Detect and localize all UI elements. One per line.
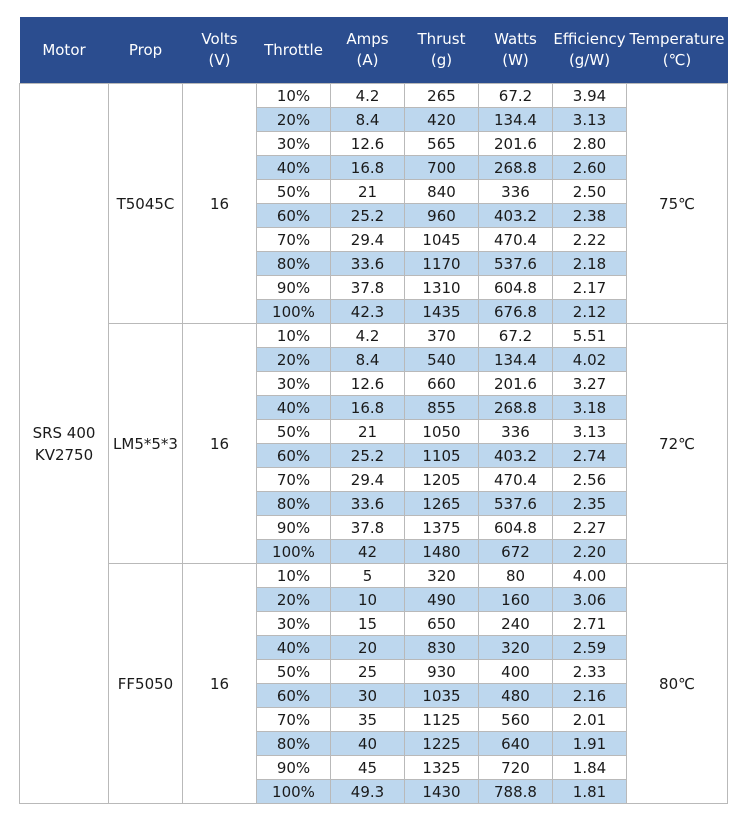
efficiency-cell: 1.91 [553,732,627,756]
efficiency-cell: 3.13 [553,108,627,132]
watts-cell: 134.4 [479,108,553,132]
amps-cell: 30 [331,684,405,708]
thrust-cell: 930 [405,660,479,684]
table-row [20,564,728,588]
amps-cell: 12.6 [331,132,405,156]
thrust-cell: 1035 [405,684,479,708]
efficiency-cell: 2.12 [553,300,627,324]
watts-cell: 537.6 [479,492,553,516]
throttle-cell: 80% [257,492,331,516]
efficiency-cell: 2.56 [553,468,627,492]
efficiency-cell: 2.60 [553,156,627,180]
throttle-cell: 30% [257,612,331,636]
thrust-cell: 1435 [405,300,479,324]
amps-cell: 37.8 [331,516,405,540]
header-volts [183,17,257,84]
amps-cell: 40 [331,732,405,756]
amps-cell: 25.2 [331,204,405,228]
efficiency-cell: 2.33 [553,660,627,684]
watts-cell: 134.4 [479,348,553,372]
efficiency-cell: 2.38 [553,204,627,228]
thrust-cell: 420 [405,108,479,132]
throttle-cell: 70% [257,228,331,252]
throttle-cell: 70% [257,468,331,492]
header-unit: (g) [430,51,453,69]
prop-cell: LM5*5*3 [109,324,183,564]
motor-cell [20,84,109,804]
throttle-cell: 10% [257,84,331,108]
watts-cell: 560 [479,708,553,732]
watts-cell: 480 [479,684,553,708]
thrust-cell: 1205 [405,468,479,492]
watts-cell: 720 [479,756,553,780]
watts-cell: 537.6 [479,252,553,276]
efficiency-cell: 2.22 [553,228,627,252]
efficiency-cell: 2.71 [553,612,627,636]
watts-cell: 240 [479,612,553,636]
throttle-cell: 50% [257,660,331,684]
thrust-cell: 1105 [405,444,479,468]
efficiency-cell: 1.84 [553,756,627,780]
throttle-cell: 50% [257,180,331,204]
throttle-cell: 100% [257,300,331,324]
thrust-cell: 1375 [405,516,479,540]
watts-cell: 268.8 [479,156,553,180]
efficiency-cell: 2.18 [553,252,627,276]
amps-cell: 20 [331,636,405,660]
thrust-cell: 1125 [405,708,479,732]
amps-cell: 33.6 [331,492,405,516]
throttle-cell: 20% [257,348,331,372]
watts-cell: 640 [479,732,553,756]
header-prop [109,17,183,84]
efficiency-cell: 3.06 [553,588,627,612]
motor-test-table [19,17,728,804]
throttle-cell: 100% [257,780,331,804]
thrust-cell: 700 [405,156,479,180]
watts-cell: 604.8 [479,276,553,300]
thrust-cell: 960 [405,204,479,228]
throttle-cell: 100% [257,540,331,564]
amps-cell: 8.4 [331,348,405,372]
watts-cell: 470.4 [479,468,553,492]
throttle-cell: 40% [257,156,331,180]
motor-label: KV2750 [34,445,94,464]
throttle-cell: 10% [257,324,331,348]
amps-cell: 35 [331,708,405,732]
watts-cell: 80 [479,564,553,588]
table-header [20,17,728,84]
thrust-cell: 1325 [405,756,479,780]
thrust-cell: 540 [405,348,479,372]
efficiency-cell: 5.51 [553,324,627,348]
amps-cell: 33.6 [331,252,405,276]
efficiency-cell: 3.94 [553,84,627,108]
thrust-cell: 840 [405,180,479,204]
header-unit: (V) [208,51,231,69]
thrust-cell: 1050 [405,420,479,444]
watts-cell: 400 [479,660,553,684]
amps-cell: 45 [331,756,405,780]
efficiency-cell: 3.18 [553,396,627,420]
efficiency-cell: 2.35 [553,492,627,516]
table-row [20,84,728,108]
watts-cell: 67.2 [479,324,553,348]
temperature-cell: 72℃ [627,324,728,564]
header-throttle [257,17,331,84]
efficiency-cell: 2.74 [553,444,627,468]
efficiency-cell: 3.27 [553,372,627,396]
table-row [20,324,728,348]
watts-cell: 160 [479,588,553,612]
header-label: Thrust [417,30,466,48]
header-motor [20,17,109,84]
header-temperature [627,17,728,84]
header-label: Throttle [264,40,323,59]
throttle-cell: 90% [257,756,331,780]
amps-cell: 25 [331,660,405,684]
thrust-cell: 565 [405,132,479,156]
thrust-cell: 370 [405,324,479,348]
amps-cell: 15 [331,612,405,636]
amps-cell: 16.8 [331,396,405,420]
amps-cell: 4.2 [331,84,405,108]
throttle-cell: 60% [257,684,331,708]
watts-cell: 268.8 [479,396,553,420]
amps-cell: 8.4 [331,108,405,132]
table-body [20,84,728,804]
header-unit: (W) [502,51,529,69]
temperature-cell: 75℃ [627,84,728,324]
watts-cell: 403.2 [479,444,553,468]
watts-cell: 336 [479,180,553,204]
amps-cell: 10 [331,588,405,612]
amps-cell: 29.4 [331,468,405,492]
throttle-cell: 30% [257,132,331,156]
header-label: Prop [128,40,163,59]
thrust-cell: 1310 [405,276,479,300]
throttle-cell: 20% [257,588,331,612]
watts-cell: 604.8 [479,516,553,540]
thrust-cell: 320 [405,564,479,588]
watts-cell: 201.6 [479,372,553,396]
header-row [20,17,728,84]
watts-cell: 201.6 [479,132,553,156]
header-label: Temperature [629,30,725,48]
thrust-cell: 1225 [405,732,479,756]
amps-cell: 29.4 [331,228,405,252]
throttle-cell: 60% [257,444,331,468]
volts-cell: 16 [183,564,257,804]
volts-cell: 16 [183,324,257,564]
header-efficiency [553,17,627,84]
header-label: Volts [201,30,238,48]
efficiency-cell: 2.01 [553,708,627,732]
thrust-cell: 855 [405,396,479,420]
throttle-cell: 30% [257,372,331,396]
efficiency-cell: 2.17 [553,276,627,300]
header-thrust [405,17,479,84]
amps-cell: 25.2 [331,444,405,468]
watts-cell: 403.2 [479,204,553,228]
header-amps [331,17,405,84]
throttle-cell: 80% [257,732,331,756]
watts-cell: 336 [479,420,553,444]
thrust-cell: 1170 [405,252,479,276]
watts-cell: 67.2 [479,84,553,108]
throttle-cell: 10% [257,564,331,588]
amps-cell: 5 [331,564,405,588]
header-label: Watts [494,30,537,48]
amps-cell: 16.8 [331,156,405,180]
efficiency-cell: 2.20 [553,540,627,564]
thrust-cell: 830 [405,636,479,660]
watts-cell: 672 [479,540,553,564]
prop-cell: T5045C [109,84,183,324]
amps-cell: 4.2 [331,324,405,348]
volts-cell: 16 [183,84,257,324]
throttle-cell: 40% [257,636,331,660]
thrust-cell: 1480 [405,540,479,564]
header-watts [479,17,553,84]
thrust-cell: 265 [405,84,479,108]
thrust-cell: 650 [405,612,479,636]
efficiency-cell: 4.02 [553,348,627,372]
throttle-cell: 80% [257,252,331,276]
header-unit: (g/W) [568,51,611,69]
header-label: Motor [42,40,86,59]
amps-cell: 49.3 [331,780,405,804]
watts-cell: 788.8 [479,780,553,804]
prop-cell: FF5050 [109,564,183,804]
efficiency-cell: 1.81 [553,780,627,804]
watts-cell: 470.4 [479,228,553,252]
efficiency-cell: 2.80 [553,132,627,156]
header-label: Amps [346,30,389,48]
amps-cell: 21 [331,180,405,204]
amps-cell: 42 [331,540,405,564]
header-label: Efficiency [553,30,626,48]
amps-cell: 12.6 [331,372,405,396]
throttle-cell: 50% [257,420,331,444]
thrust-cell: 1045 [405,228,479,252]
amps-cell: 37.8 [331,276,405,300]
thrust-cell: 660 [405,372,479,396]
efficiency-cell: 2.59 [553,636,627,660]
header-unit: (℃) [662,51,692,69]
thrust-cell: 1430 [405,780,479,804]
temperature-cell: 80℃ [627,564,728,804]
watts-cell: 676.8 [479,300,553,324]
throttle-cell: 60% [257,204,331,228]
amps-cell: 21 [331,420,405,444]
throttle-cell: 40% [257,396,331,420]
motor-label: SRS 400 [32,423,96,442]
efficiency-cell: 2.50 [553,180,627,204]
throttle-cell: 90% [257,276,331,300]
thrust-cell: 1265 [405,492,479,516]
amps-cell: 42.3 [331,300,405,324]
throttle-cell: 20% [257,108,331,132]
throttle-cell: 90% [257,516,331,540]
thrust-cell: 490 [405,588,479,612]
efficiency-cell: 4.00 [553,564,627,588]
efficiency-cell: 2.16 [553,684,627,708]
efficiency-cell: 2.27 [553,516,627,540]
efficiency-cell: 3.13 [553,420,627,444]
throttle-cell: 70% [257,708,331,732]
header-unit: (A) [356,51,379,69]
watts-cell: 320 [479,636,553,660]
